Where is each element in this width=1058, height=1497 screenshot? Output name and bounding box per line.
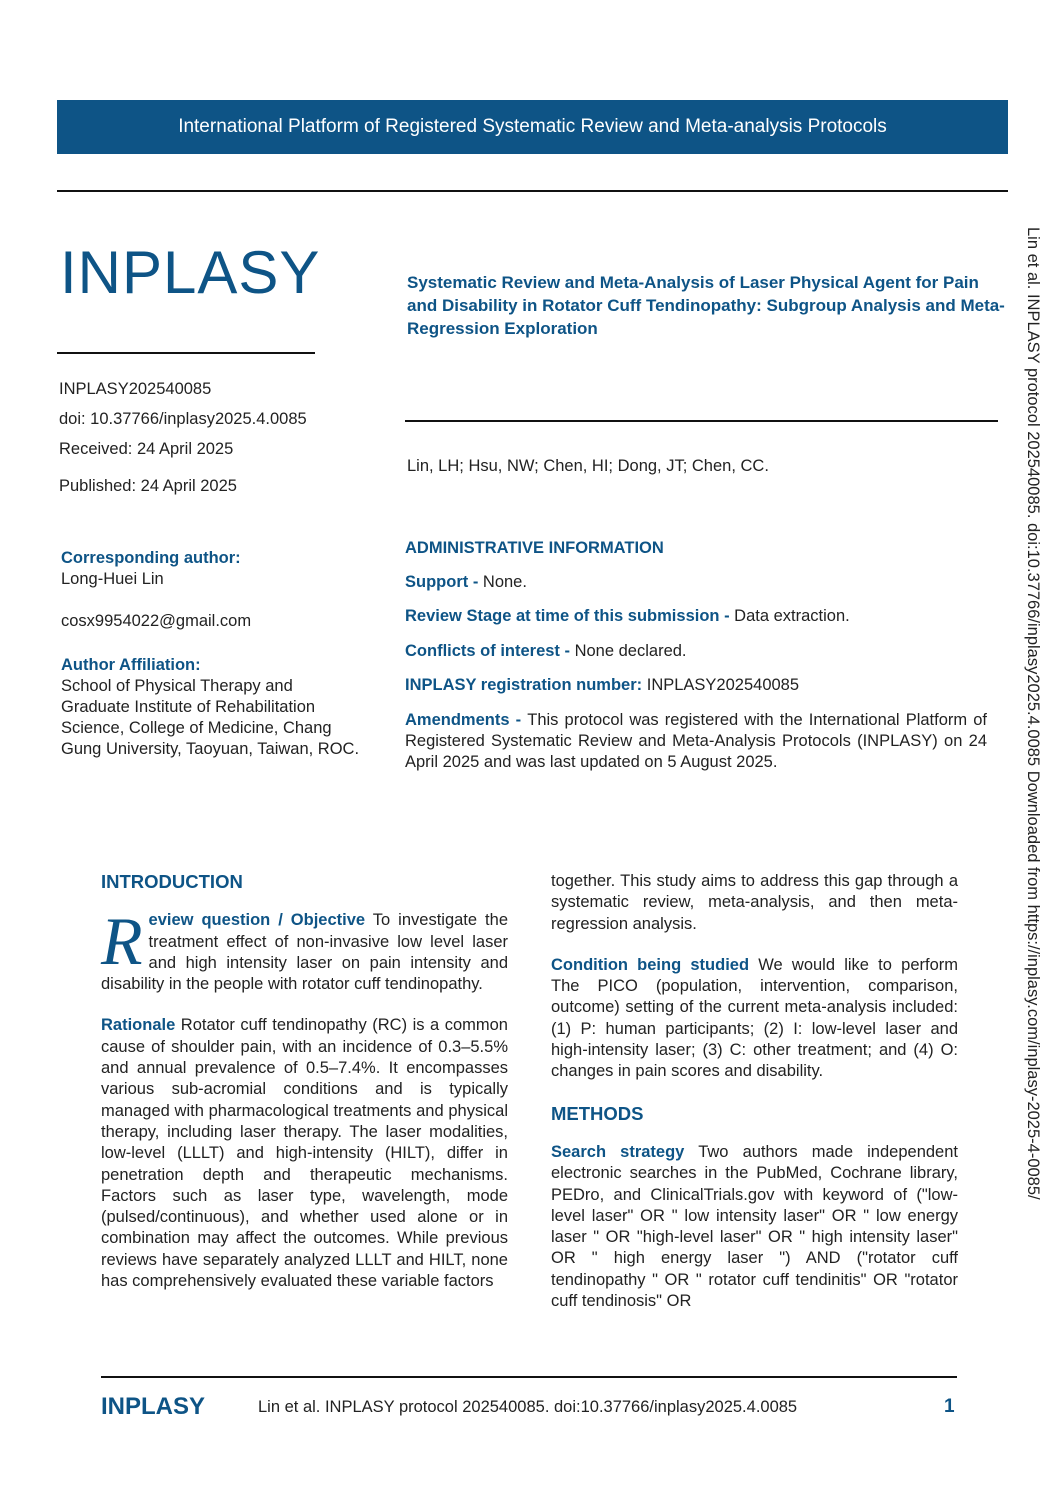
review-question-text: To investigate the treatment effect of non-invasive low level laser and high intensity laser on pain intensity and disability in the people with rotator cuff tendinopathy. bbox=[101, 911, 508, 994]
affiliation-label: Author Affiliation: bbox=[61, 656, 201, 674]
support-row bbox=[405, 573, 527, 592]
stage-label: Review Stage at time of this submission - bbox=[405, 607, 735, 625]
condition-text: We would like to perform The PICO (population, intervention, comparison, outcome) setting of the current meta-analysis included: (1) P: human participants; (2) I: low-level laser and high-intensity laser; (3) C: other treatment; and (4) O: changes in pain scores and disability. bbox=[551, 955, 958, 1081]
introduction-heading: INTRODUCTION bbox=[101, 871, 243, 892]
registration-id: INPLASY202540085 bbox=[59, 380, 212, 398]
registration-label: INPLASY registration number: bbox=[405, 676, 647, 694]
condition-paragraph bbox=[551, 955, 958, 1083]
condition-label: Condition being studied bbox=[551, 955, 750, 974]
amendments-row bbox=[405, 710, 987, 773]
header-banner: International Platform of Registered Systematic Review and Meta-analysis Protocols bbox=[57, 100, 1008, 154]
stage-value: Data extraction. bbox=[734, 607, 850, 625]
top-divider bbox=[57, 190, 1008, 192]
inplasy-logo: INPLASY bbox=[60, 239, 321, 306]
admin-heading: ADMINISTRATIVE INFORMATION bbox=[405, 539, 664, 557]
doi-line: doi: 10.37766/inplasy2025.4.0085 bbox=[59, 410, 307, 428]
corresponding-label: Corresponding author: bbox=[61, 549, 241, 567]
footer-citation: Lin et al. INPLASY protocol 202540085. doi:10.37766/inplasy2025.4.0085 bbox=[258, 1398, 798, 1416]
corresponding-email: cosx9954022@gmail.com bbox=[61, 612, 252, 630]
side-citation: Lin et al. INPLASY protocol 202540085. doi:10.37766/inplasy2025.4.0085 Downloaded from https://inplasy.com/inplasy-2025-4-0085/ bbox=[1024, 227, 1042, 1200]
search-strategy-label: Search strategy bbox=[551, 1142, 685, 1161]
title-divider bbox=[405, 420, 998, 422]
published-date: Published: 24 April 2025 bbox=[59, 477, 237, 495]
registration-row bbox=[405, 676, 799, 695]
rationale-paragraph bbox=[101, 1015, 508, 1292]
amendments-label: Amendments - bbox=[405, 711, 528, 729]
support-label: Support - bbox=[405, 573, 483, 591]
page-number: 1 bbox=[944, 1396, 955, 1417]
review-stage-row bbox=[405, 607, 850, 626]
rationale-text: Rotator cuff tendinopathy (RC) is a common cause of shoulder pain, with an incidence of 0.3–5.5% and annual prevalence of 0.5–7.4%. It encompasses various sub-acromial conditions and is typically managed with pharmacological treatments and physical therapy, including laser therapy. The laser modalities, low-level (LLLT) and high-intensity (HILT), differ in penetration depth and therapeutic mechanisms. Factors such as laser type, wavelength, mode (pulsed/continuous), and whether used alone or in combination may affect the outcomes. While previous reviews have separately analyzed LLLT and HILT, none has comprehensively evaluated these variable factors bbox=[101, 1016, 508, 1291]
logo-divider bbox=[57, 352, 315, 354]
review-question-paragraph bbox=[101, 903, 508, 995]
search-strategy-paragraph bbox=[551, 1142, 958, 1312]
methods-heading: METHODS bbox=[551, 1102, 644, 1124]
conflicts-label: Conflicts of interest - bbox=[405, 642, 575, 660]
paper-title: Systematic Review and Meta-Analysis of Laser Physical Agent for Pain and Disability in Rotator Cuff Tendinopathy: Subgroup Analysis and Meta-Regression Exploration bbox=[407, 273, 1005, 338]
rationale-label: Rationale bbox=[101, 1016, 176, 1035]
author-list: Lin, LH; Hsu, NW; Chen, HI; Dong, JT; Chen, CC. bbox=[407, 457, 769, 475]
conflicts-row bbox=[405, 642, 687, 661]
amendments-value: This protocol was registered with the International Platform of Registered Systematic Review and Meta-Analysis Protocols (INPLASY) on 24 April 2025 and was last updated on 5 August 2025. bbox=[405, 711, 988, 771]
registration-value: INPLASY202540085 bbox=[646, 676, 800, 694]
right-column bbox=[551, 871, 958, 1332]
author-affiliation bbox=[61, 655, 361, 760]
footer-logo: INPLASY bbox=[101, 1393, 206, 1420]
drop-cap: R bbox=[101, 903, 143, 980]
corresponding-author bbox=[61, 548, 361, 632]
review-question-label: eview question / Objective bbox=[148, 911, 366, 930]
footer-divider bbox=[101, 1376, 957, 1378]
conflicts-value: None declared. bbox=[574, 642, 687, 660]
support-value: None. bbox=[482, 573, 527, 591]
corresponding-name: Long-Huei Lin bbox=[61, 570, 164, 588]
affiliation-text: School of Physical Therapy and Graduate Institute of Rehabilitation Science, College of Medicine, Chang Gung University, Taoyuan, Taiwan, ROC. bbox=[61, 677, 360, 758]
search-strategy-text: Two authors made independent electronic searches in the PubMed, Cochrane library, PEDro, and ClinicalTrials.gov with keyword of ("low-level laser" OR " low intensity laser" OR " low energy laser " OR "high-level laser" OR " high intensity laser" OR " high energy laser ") AND ("rotator cuff tendinopathy " OR " rotator cuff tendinitis" OR "rotator cuff tendinosis" OR bbox=[551, 1142, 958, 1311]
left-column bbox=[101, 871, 508, 1312]
received-date: Received: 24 April 2025 bbox=[59, 440, 234, 458]
continuation-paragraph: together. This study aims to address this gap through a systematic review, meta-analysis, and then meta-regression analysis. bbox=[551, 872, 958, 933]
